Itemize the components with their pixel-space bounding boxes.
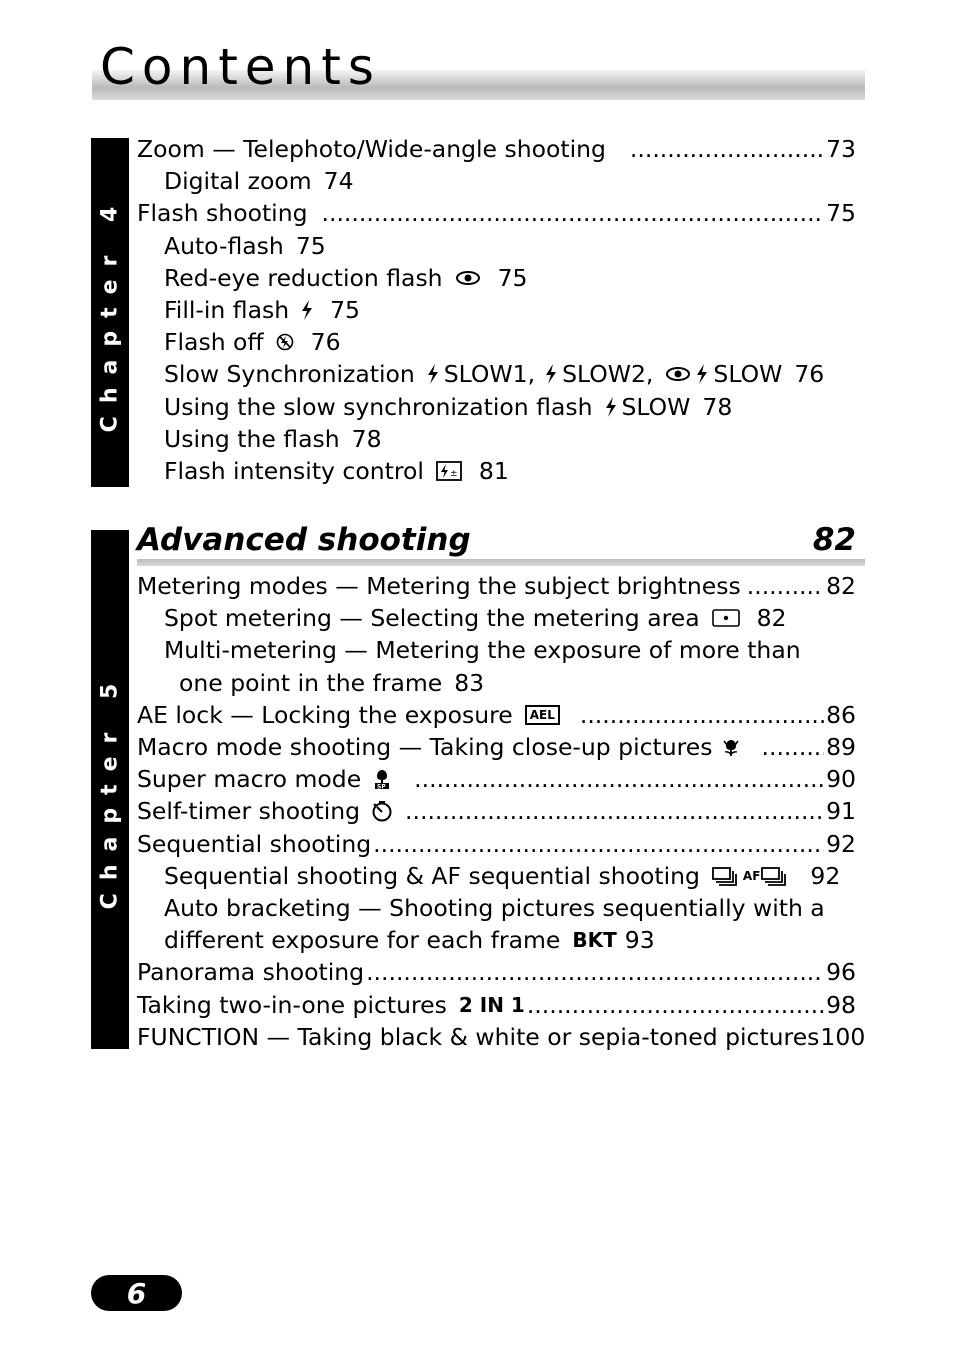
dot-leader: [747, 572, 824, 600]
toc-entry[interactable]: Flash off 76: [164, 328, 341, 357]
page-title: Contents: [100, 38, 381, 96]
chapter-4-toc: [137, 133, 856, 487]
section-title: Advanced shooting: [137, 522, 471, 558]
chapter-4-label: Chapter 4: [97, 193, 123, 432]
chapter-4-tab: [91, 138, 129, 487]
red-eye-icon: [455, 270, 481, 286]
chapter-5-label: Chapter 5: [97, 670, 123, 909]
macro-flower-icon: [721, 737, 741, 757]
toc-entry[interactable]: Macro mode shooting — Taking close-up pictures ..... 89: [137, 731, 856, 763]
dot-leader: [366, 958, 824, 986]
dot-leader: [373, 830, 824, 858]
toc-entry[interactable]: Multi-metering — Metering the exposure of more than: [164, 636, 801, 665]
toc-entry[interactable]: Red-eye reduction flash 75: [164, 263, 528, 292]
dot-leader: [630, 135, 824, 163]
toc-entry[interactable]: Digital zoom 74: [164, 167, 354, 196]
dot-leader: [762, 733, 825, 761]
dot-leader: [322, 199, 825, 227]
two-in-one-label: 2 IN 1: [458, 992, 525, 1017]
svg-text:SP: SP: [377, 783, 386, 791]
toc-entry[interactable]: Self-timer shooting ..... 91: [137, 795, 856, 827]
dot-leader: [414, 765, 824, 793]
self-timer-icon: [370, 800, 394, 822]
svg-text:±: ±: [449, 468, 458, 479]
toc-entry[interactable]: AE lock — Locking the exposure AEL ..... 86: [137, 699, 856, 731]
toc-entry[interactable]: Fill-in flash 75: [164, 296, 361, 325]
toc-entry[interactable]: different exposure for each frame BKT 93: [164, 926, 655, 955]
toc-entry[interactable]: Auto-flash 75: [164, 231, 326, 260]
flash-bolt-icon: [696, 364, 708, 384]
toc-entry[interactable]: Metering modes — Metering the subject brightness ..... 82: [137, 570, 856, 602]
flash-off-icon: [276, 333, 294, 351]
toc-entry[interactable]: FUNCTION — Taking black & white or sepia-toned pictures 100: [137, 1022, 866, 1051]
flash-bolt-icon: [301, 300, 313, 320]
af-label: AF: [742, 868, 761, 883]
sequential-shooting-icon: [712, 866, 738, 886]
toc-entry[interactable]: Spot metering — Selecting the metering area 82: [164, 604, 787, 633]
toc-entry[interactable]: Panorama shooting ..... 96: [137, 956, 856, 988]
af-sequential-shooting-icon: [761, 866, 787, 886]
toc-entry[interactable]: Slow Synchronization SLOW1, SLOW2, SLOW 76: [164, 360, 825, 389]
toc-entry[interactable]: Using the slow synchronization flash SLOW 78: [164, 392, 733, 421]
bkt-label: BKT: [572, 928, 617, 953]
toc-entry[interactable]: Sequential shooting ..... 92: [137, 828, 856, 860]
chapter-5-tab: [91, 530, 129, 1049]
toc-entry[interactable]: Sequential shooting & AF sequential shooting AF 92: [164, 861, 841, 890]
flash-bolt-icon: [427, 364, 439, 384]
red-eye-icon: [665, 366, 691, 382]
page-number: 6: [126, 1276, 147, 1310]
section-heading[interactable]: [137, 522, 856, 558]
dot-leader: [405, 797, 824, 825]
flash-bolt-icon: [605, 397, 617, 417]
page-number-badge: [91, 1275, 182, 1311]
dot-leader: [527, 991, 824, 1019]
dot-leader: [580, 701, 824, 729]
flash-intensity-icon: [436, 461, 462, 481]
toc-entry[interactable]: one point in the frame 83: [179, 668, 485, 697]
chapter-5-toc: [137, 570, 866, 1053]
toc-entry[interactable]: Auto bracketing — Shooting pictures sequentially with a: [164, 893, 825, 922]
ael-icon: AEL: [525, 705, 560, 725]
toc-entry[interactable]: Using the flash 78: [164, 424, 382, 453]
toc-entry[interactable]: Zoom — Telephoto/Wide-angle shooting ..... 73: [137, 133, 856, 165]
toc-entry[interactable]: Flash intensity control ± 81: [164, 456, 509, 485]
super-macro-icon: [371, 768, 393, 790]
section-rule: [137, 559, 865, 566]
toc-entry[interactable]: Taking two-in-one pictures 2 IN 1 ..... 98: [137, 988, 856, 1020]
toc-entry[interactable]: Flash shooting ..... 75: [137, 197, 856, 229]
section-page: 82: [812, 522, 856, 558]
spot-metering-icon: [712, 609, 740, 627]
toc-entry[interactable]: Super macro mode SP ..... 90: [137, 763, 856, 795]
flash-bolt-icon: [545, 364, 557, 384]
